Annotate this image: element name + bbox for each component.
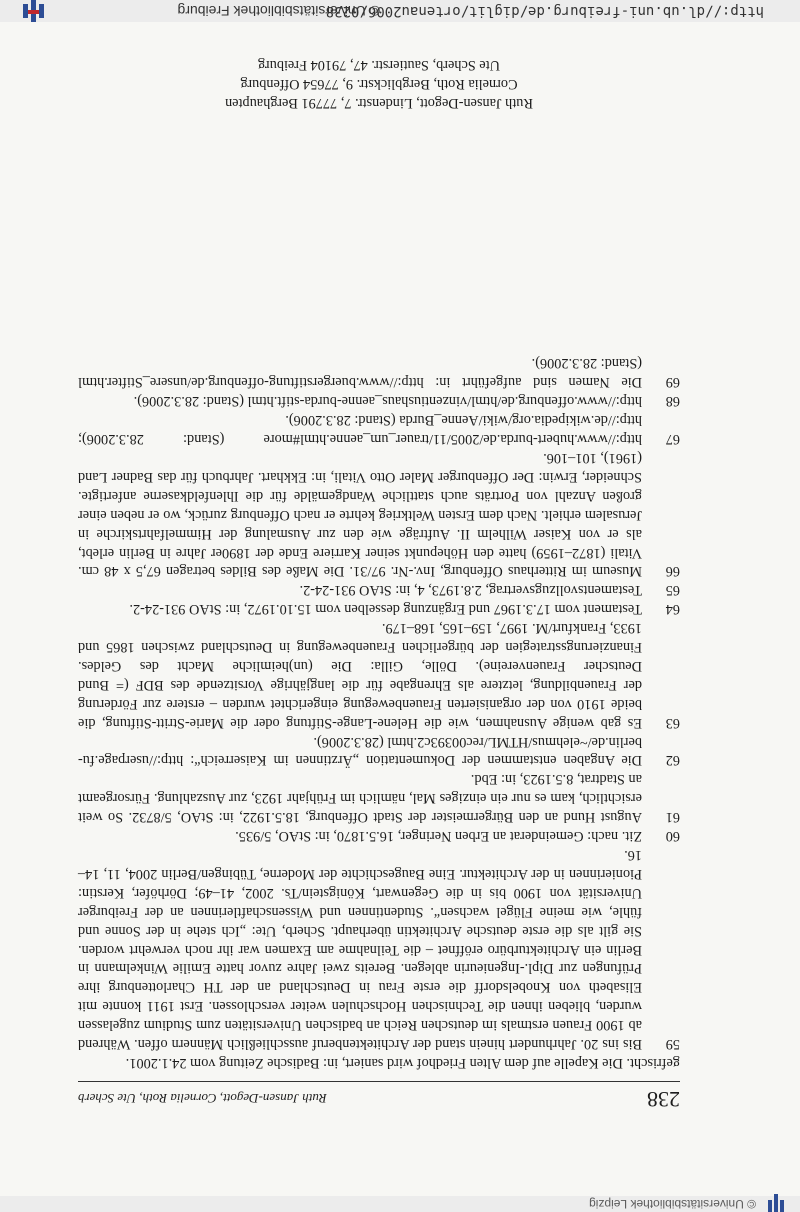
endnote	[78, 732, 680, 770]
note-text: Zit. nach: Gemeinderat an Erben Neringer, 16.5.1870, in: StAO, 5/935.	[235, 828, 642, 845]
endnote	[78, 410, 680, 448]
note-text: August Hund an den Bürgermeister der Stadt Offenburg, 18.5.1922, in: StAO, 5/8732. So weit ersichtlich, kam es nur ein einziges Mal, nämlich im Frühjahr 1923, zur Auszahlung. Fürsorgeamt an Stadtrat, 8.5.1923, in: Ebd.	[78, 771, 642, 826]
ub-leipzig-logo	[762, 1194, 792, 1212]
viewer-footer-bar	[0, 0, 800, 22]
note-number: 66	[665, 563, 680, 580]
note-number: 67	[665, 431, 680, 448]
note-text: Museum im Ritterhaus Offenburg, Inv.-Nr. 97/31. Die Maße des Bildes betragen 67,5 x 48 cm. Vitali (1872–1959) hatte den Höhepunkt seiner Karriere Ende der 1890er Jahre in Berlin erlebt, als er von Kaiser Wilhelm II. Aufträge wie den zur Ausmalung der Himmelfahrtskirche in Jerusalem erhielt. Nach dem Ersten Weltkrieg kehrte er nach Offenburg zurück, wo er neben einer großen Anzahl von Porträts auch stattliche Wandgemälde für die Ihlenfeldkaserne anfertigte. Schneider, Erwin: Der Offenburger Maler Otto Vitali, in: Ekkhart. Jahrbuch für das Badner Land (1961), 101–106.	[78, 450, 642, 580]
endnote	[78, 618, 680, 731]
endnote	[78, 599, 680, 618]
address-line: Ruth Jansen-Degott, Lindenstr. 7, 77791 Berghaupten	[225, 95, 533, 111]
endnote	[78, 580, 680, 599]
top-watermark-text: © Universitätsbibliothek Leipzig	[589, 1197, 756, 1211]
note-number: 59	[665, 1036, 680, 1053]
author-addresses	[78, 55, 680, 112]
address-line: Ute Scherb, Sautierstr. 47, 79104 Freiburg	[258, 57, 500, 73]
ub-freiburg-logo	[12, 0, 52, 22]
note-text: Bis ins 20. Jahrhundert hinein stand der Architektenberuf ausschließlich Männern offen. Während ab 1900 Frauen erstmals im deutschen Reich an badischen Universitäten zum Studium zugelassen wurden, blieben ihnen die Technischen Hochschulen weiter verschlossen. Erst 1911 konnte mit Elisabeth von Knobelsdorff die erste Frau in Deutschland an der TH Charlottenburg ihre Prüfungen zur Dipl.-Ingenieurin ablegen. Bereits zwei Jahre zuvor hatte Emilie Winkelmann in Berlin ein Architekturbüro eröffnet – die Teilnahme am Examen war ihr noch verwehrt worden. Sie gilt als die erste deutsche Architektin überhaupt. Scherb, Ute: „Ich stehe in der Sonne und fühle, wie meine Flügel wachsen“. Studentinnen und Wissenschaftlerinnen an der Freiburger Universität von 1900 bis in die Gegenwart, Königstein/Ts. 2002, 41–49; Dörhöfer, Kerstin: Pionierinnen in der Architektur. Eine Baugeschichte der Moderne, Tübingen/Berlin 2004, 11, 14–16.	[78, 847, 642, 1053]
endnote	[78, 354, 680, 392]
note-text: Testamentsvollzugsvertrag, 2.8.1973, 4, in: StAO 931-24-2.	[299, 582, 642, 599]
note-number: 68	[665, 393, 680, 410]
endnote	[78, 826, 680, 845]
note-number: 64	[665, 601, 680, 618]
note-number: 65	[665, 582, 680, 599]
endnote	[78, 448, 680, 580]
page-number: 238	[647, 1087, 680, 1112]
endnote-continuation: gefrischt. Die Kapelle auf dem Alten Friedhof wird saniert, in: Badische Zeitung vom 24.1.2001.	[125, 1055, 680, 1071]
endnote	[78, 391, 680, 410]
note-text: Es gab wenige Ausnahmen, wie die Helene-Lange-Stiftung oder die Marie-Stritt-Stiftung, die beide 1910 von der organisierten Frauenbewegung eingerichtet wurden – erstere zur Förderung der Frauenbildung, letztere als Ehrengabe für die langjährige Vorsitzende des BDF (= Bund Deutscher Frauenvereine). Dölle, Gilla: Die (un)heimliche Macht des Geldes. Finanzierungsstrategien der bürgerlichen Frauenbewegung in Deutschland zwischen 1865 und 1933, Frankfurt/M. 1997, 159–165, 168–179.	[78, 620, 642, 731]
note-text: Die Angaben entstammen der Dokumentation „Ärztinnen im Kaiserreich“: http://userpage.fu-berlin.de/~elehmus/HTML/rec00393c2.html (28.3.2006).	[78, 733, 642, 769]
endnote	[78, 845, 680, 1053]
endnotes	[78, 354, 680, 1072]
note-number: 61	[665, 809, 680, 826]
running-head: Ruth Jansen-Degott, Cornelia Roth, Ute Scherb	[78, 1091, 327, 1106]
note-number: 60	[665, 828, 680, 845]
top-watermark-bar	[0, 1196, 800, 1212]
note-text: Testament vom 17.3.1967 und Ergänzung desselben vom 15.10.1972, in: StAO 931-24-2.	[129, 601, 642, 618]
note-number: 63	[665, 714, 680, 731]
note-text: Die Namen sind aufgeführt in: http://www.buergerstiftung-offenburg.de/unsere_Stifter.html (Stand: 28.3.2006).	[78, 355, 642, 391]
note-number: 69	[665, 374, 680, 391]
copyright-notice: © Universitätsbibliothek Freiburg	[177, 3, 380, 19]
endnote	[78, 770, 680, 827]
note-text: http://www.offenburg.de/html/vinzentiushaus_aenne-burda-stift.html (Stand: 28.3.2006).	[133, 393, 642, 410]
note-text: http://www.hubert-burda.de/2005/11/trauer_um_aenne.html#more (Stand: 28.3.2006); http://de.wikipedia.org/wiki/Aenne_Burda (Stand: 28.3.2006).	[78, 412, 642, 448]
address-line: Cornelia Roth, Bergblickstr. 9, 77654 Offenburg	[240, 76, 518, 92]
page-url[interactable]: http://dl.ub.uni-freiburg.de/diglit/ortenau2006/0238	[325, 3, 764, 19]
header-rule	[78, 1081, 680, 1082]
note-number: 62	[665, 752, 680, 769]
